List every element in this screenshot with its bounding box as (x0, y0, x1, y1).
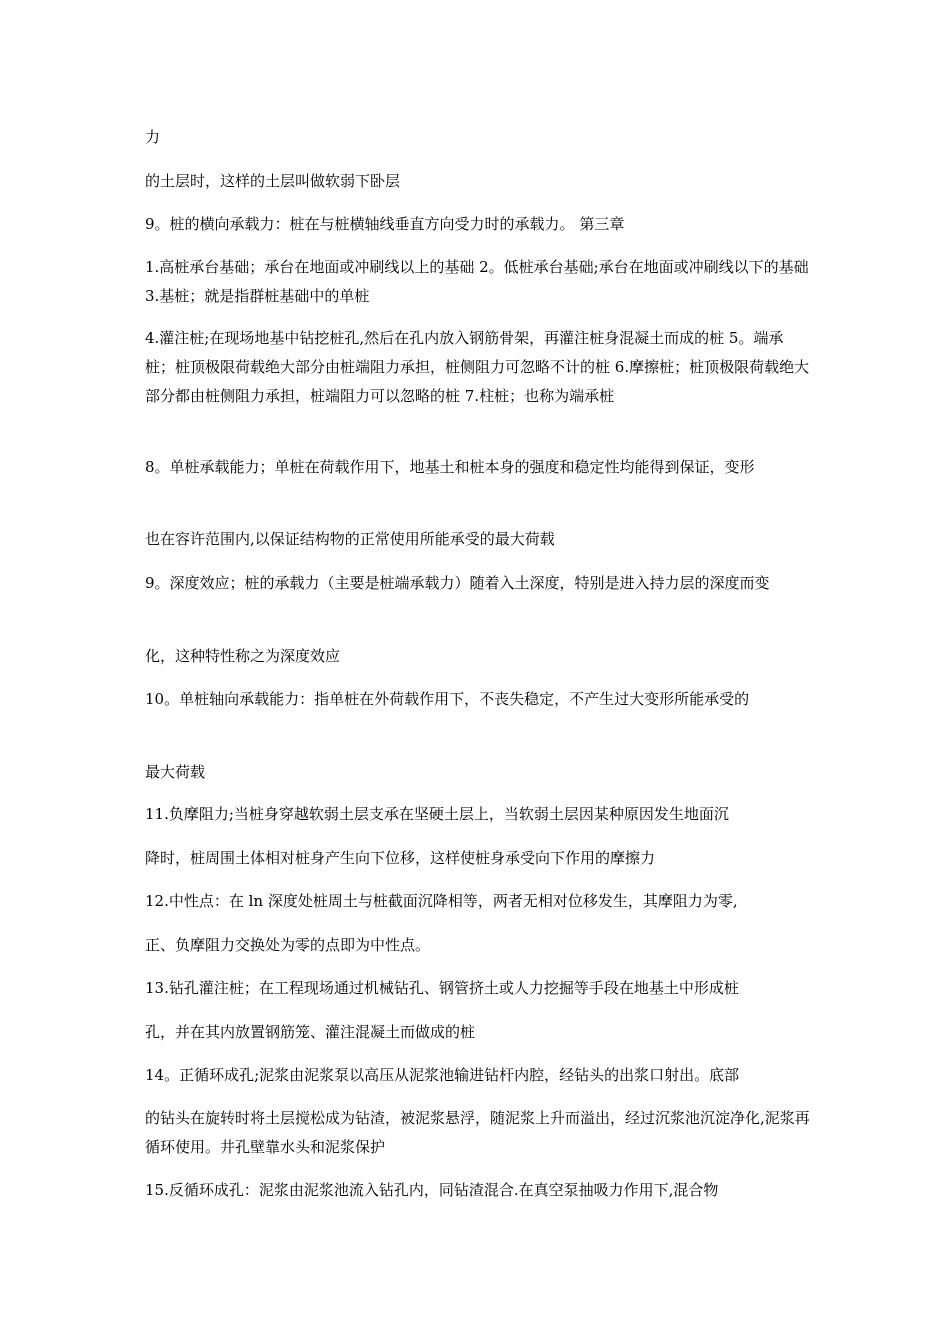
paragraph: 孔，并在其内放置钢筋笼、灌注混凝土而做成的桩 (145, 1023, 476, 1041)
paragraph: 13.钻孔灌注桩；在工程现场通过机械钻孔、钢管挤土或人力挖掘等手段在地基土中形成桩 (145, 979, 739, 997)
paragraph: 12.中性点：在 ln 深度处桩周土与桩截面沉降相等，两者无相对位移发生，其摩阻力为零, (145, 892, 738, 910)
paragraph: 4.灌注桩;在现场地基中钻挖桩孔,然后在孔内放入钢筋骨架，再灌注桩身混凝土而成的桩 5。端承桩；桩顶极限荷载绝大部分由桩端阻力承担，桩侧阻力可忽略不计的桩 6.摩擦桩；桩顶极限荷载绝大部分都由桩侧阻力承担，桩端阻力可以忽略的桩 7.柱桩；也称为端承桩 (145, 329, 810, 405)
paragraph: 降时，桩周围土体相对桩身产生向下位移，这样使桩身承受向下作用的摩擦力 (145, 849, 656, 867)
paragraph: 1.高桩承台基础；承台在地面或冲刷线以上的基础 2。低桩承台基础;承台在地面或冲刷线以下的基础 3.基桩；就是指群桩基础中的单桩 (145, 258, 809, 305)
paragraph: 8。单桩承载能力；单桩在荷载作用下，地基土和桩本身的强度和稳定性均能得到保证，变形 (145, 458, 755, 476)
paragraph: 11.负摩阻力;当桩身穿越软弱土层支承在坚硬土层上，当软弱土层因某种原因发生地面沉 (145, 805, 729, 823)
paragraph: 10。单桩轴向承载能力：指单桩在外荷载作用下，不丧失稳定，不产生过大变形所能承受的 (145, 690, 750, 708)
paragraph: 9。深度效应；桩的承载力（主要是桩端承载力）随着入土深度，特别是进入持力层的深度而变 (145, 574, 770, 592)
paragraph: 9。桩的横向承载力：桩在与桩横轴线垂直方向受力时的承载力。 第三章 (145, 215, 625, 233)
paragraph: 最大荷载 (145, 763, 206, 781)
paragraph: 正、负摩阻力交换处为零的点即为中性点。 (145, 936, 431, 954)
paragraph: 也在容许范围内,以保证结构物的正常使用所能承受的最大荷载 (145, 530, 555, 548)
paragraph: 力 (145, 128, 161, 146)
paragraph: 的土层时，这样的土层叫做软弱下卧层 (145, 172, 401, 190)
paragraph: 15.反循环成孔：泥浆由泥浆池流入钻孔内，同钻渣混合.在真空泵抽吸力作用下,混合物 (145, 1181, 719, 1199)
paragraph: 化，这种特性称之为深度效应 (145, 647, 341, 665)
paragraph: 的钻头在旋转时将土层搅松成为钻渣，被泥浆悬浮，随泥浆上升而溢出，经过沉浆池沉淀净化,泥浆再循环使用。井孔壁靠水头和泥浆保护 (145, 1109, 810, 1156)
paragraph: 14。正循环成孔;泥浆由泥浆泵以高压从泥浆池输进钻杆内腔，经钻头的出浆口射出。底部 (145, 1066, 740, 1084)
